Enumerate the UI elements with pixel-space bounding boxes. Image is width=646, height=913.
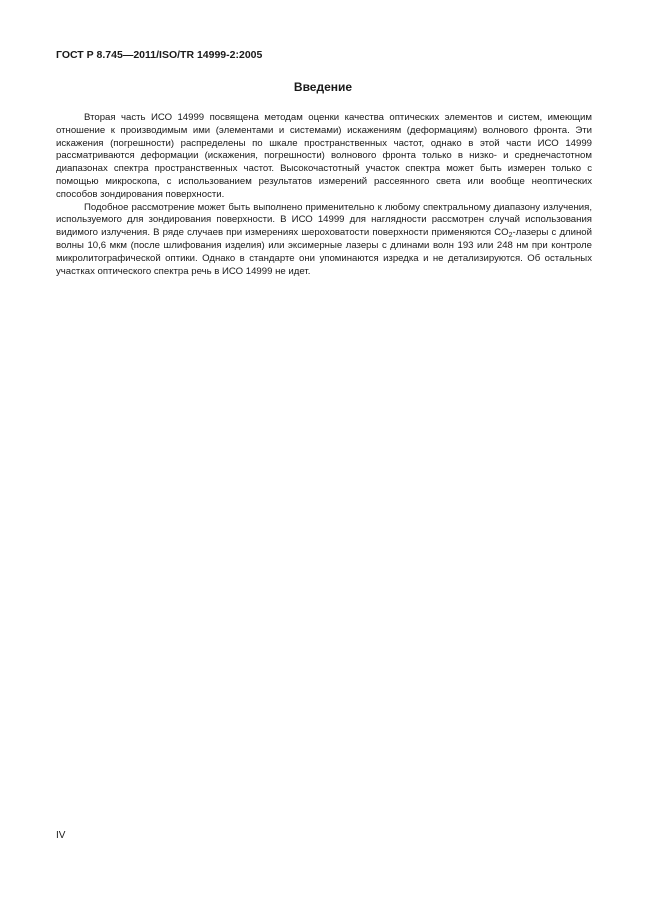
co2-subscript: 2 (508, 232, 513, 240)
document-code-header: ГОСТ Р 8.745—2011/ISO/TR 14999-2:2005 (56, 49, 263, 61)
paragraph-2 (56, 202, 592, 279)
section-title: Введение (293, 80, 353, 94)
paragraph-1: Вторая часть ИСО 14999 посвящена методам оценки качества оптических элементов и систем, имеющим отношение к производимым ими (элементами и системами) искажениям (деформациям) волнового фронта. Эти искажения (погрешности) распределены по шкале пространственных частот, однако в этой части ИСО 14999 рассматриваются деформации (искажения, погрешности) волнового фронта только в низко- и среднечастотном диапазонах спектра пространственных частот. Высокочастотный участок спектра может быть измерен только с помощью микроскопа, с использованием результатов измерений рассеянного света или вообще неоптических способов зондирования поверхности. (56, 112, 592, 200)
paragraph-2-text-start: Подобное рассмотрение может быть выполнено применительно к любому спектральному диапазону излучения, используемого для зондирования поверхности. В ИСО 14999 для наглядности рассмотрен случай использования видимого излучения. В ряде случаев при измерениях шероховатости поверхности применяются CO (56, 201, 592, 239)
page-number: IV (56, 830, 66, 841)
introduction-body (56, 112, 592, 278)
paragraph-2-text-end: -лазеры с длиной волны 10,6 мкм (после шлифования изделия) или эксимерные лазеры с длинами волн 193 или 248 нм при контроле микролитографической оптики. Однако в стандарте они упоминаются изредка и не детализируются. Об остальных участках оптического спектра речь в ИСО 14999 не идет. (56, 227, 592, 277)
